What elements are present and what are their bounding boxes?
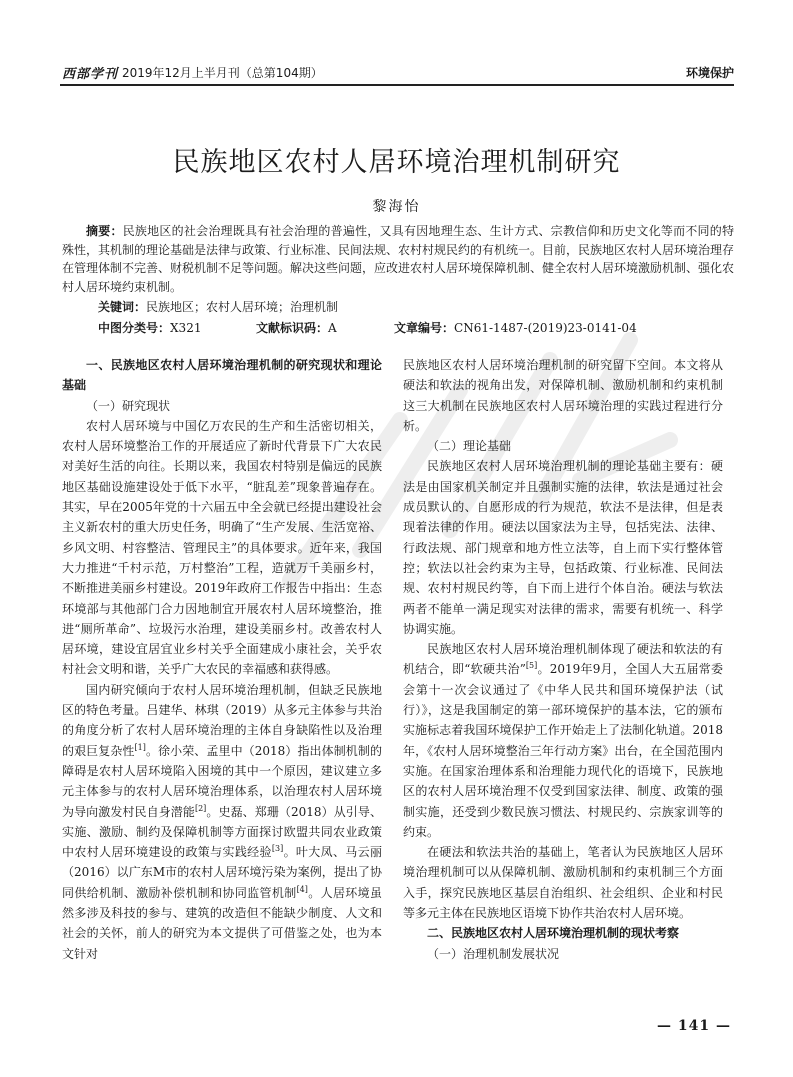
citation-ref: [5] [525, 661, 538, 671]
page-number: — 141 — [657, 1018, 731, 1034]
text-run: 民族地区农村人居环境治理机制体现了硬法和软法的有机结合，即“软硬共治” [403, 642, 723, 677]
citation-ref: [2] [194, 803, 207, 813]
keywords [98, 298, 338, 315]
left-column [62, 355, 382, 964]
doc-code-label: 文献标识码： [256, 321, 329, 335]
article-no-item [394, 319, 637, 336]
paragraph [403, 639, 723, 842]
subsection-heading-2-1: （一）治理机制发展状况 [427, 946, 560, 961]
section-heading-1: 一、民族地区农村人居环境治理机制的研究现状和理论基础 [62, 358, 382, 393]
clc-item [98, 319, 201, 336]
paragraph: 在硬法和软法共治的基础上，笔者认为民族地区人居环境治理机制可以从保障机制、激励机制和约束机制三个方面入手，探究民族地区基层自治组织、社会组织、企业和村民等多元主体在民族地区语境下协作共治农村人居环境。 [403, 845, 723, 921]
article-title: 民族地区农村人居环境治理机制研究 [172, 147, 621, 178]
abstract [62, 222, 734, 296]
citation-ref: [3] [271, 844, 284, 854]
running-header [62, 61, 734, 83]
abstract-text: 民族地区的社会治理既具有社会治理的普遍性，又具有因地理生态、生计方式、宗教信仰和历史文化等而不同的特殊性，其机制的理论基础是法律与政策、行业标准、民间法规、农村村规民约的有机统一。目前，民族地区农村人居环境治理存在管理体制不完善、财税机制不足等问题。解决这些问题，应改进农村人居环境保障机制、健全农村人居环境激励机制、强化农村人居环境约束机制。 [62, 224, 735, 294]
paragraph-continued: 民族地区农村人居环境治理机制的研究留下空间。本文将从硬法和软法的视角出发，对保障机制、激励机制和约束机制这三大机制在民族地区农村人居环境治理的实践过程进行分析。 [403, 358, 723, 433]
issue-info: 2019年12月上半月刊（总第104期） [122, 66, 323, 80]
doc-code-value: A [328, 321, 337, 335]
clc-value: X321 [170, 321, 202, 335]
paragraph: 农村人居环境与中国亿万农民的生产和生活密切相关，农村人居环境整治工作的开展适应了新时代背景下广大农民对美好生活的向往。长期以来，我国农村特别是偏远的民族地区基础设施建设处于低下水平，“脏乱差”现象普遍存在。其实，早在2005年党的十六届五中全会就已经提出建设社会主义新农村的重大历史任务，明确了“生产发展、生活宽裕、乡风文明、村容整洁、管理民主”的具体要求。近年来，我国大力推进“千村示范，万村整治”工程，造就万千美丽乡村，不断推进美丽乡村建设。2019年政府工作报告中指出：生态环境部与其他部门合力因地制宜开展农村人居环境整治，推进“厕所革命”、垃圾污水治理，建设美丽乡村。改善农村人居环境，建设宜居宜业乡村关乎全面建成小康社会，关乎农村社会文明和谐，关乎广大农民的幸福感和获得感。 [62, 418, 382, 677]
citation-ref: [1] [134, 742, 146, 752]
text-run: 。史磊、郑珊（2018）从引导、实施、激励、制约及保障机制等方面探讨欧盟共同农业政策中农村人居环境建设的政策与实践经验 [62, 804, 382, 860]
magazine-name: 西部学刊 [62, 67, 119, 82]
subsection-heading-1-1: （一）研究现状 [86, 398, 171, 413]
citation-ref: [4] [296, 884, 308, 894]
clc-label: 中图分类号： [98, 321, 171, 335]
header-rule [60, 84, 734, 86]
author-name: 黎海怡 [372, 199, 421, 215]
text-run: 。2019年9月，全国人大五届常委会第十一次会议通过了《中华人民共和国环境保护法（试行）》，这是我国制定的第一部环境保护的基本法，它的颁布实施标志着我国环境保护工作开始走上了法制化轨道。2018年，《农村人居环境整治三年行动方案》出台，在全国范围内实施。在国家治理体系和治理能力现代化的语境下，民族地区的农村人居环境治理不仅受到国家法律、制度、政策的强制实施，还受到少数民族习惯法、村规民约、宗族家训等的约束。 [403, 662, 723, 839]
text-run: 。叶大凤、马云丽（2016）以广东M市的农村人居环境污染为案例，提出了协同供给机制、激励补偿机制和协同监管机制 [62, 845, 382, 900]
keywords-label: 关键词： [98, 300, 147, 314]
keywords-text: 民族地区；农村人居环境；治理机制 [146, 300, 339, 314]
doc-code-item [256, 319, 337, 336]
article-no-value: CN61-1487-(2019)23-0141-04 [454, 321, 637, 335]
section-heading-2: 二、民族地区农村人居环境治理机制的现状考察 [427, 926, 680, 941]
text-run: 。人居环境虽然多涉及科技的参与、建筑的改造但不能缺少制度、人文和社会的关怀，前人的研究为本文提供了可借鉴之处，也为本文针对 [62, 885, 382, 961]
abstract-label: 摘要： [86, 224, 123, 238]
right-column [403, 355, 723, 964]
text-run: 国内研究倾向于农村人居环境治理机制，但缺乏民族地区的特色考量。吕建华、林琪（2019）从多元主体参与共治的角度分析了农村人居环境治理的主体自身缺陷性以及治理的艰巨复杂性 [62, 682, 382, 758]
paragraph-literature [62, 680, 382, 964]
paragraph: 民族地区农村人居环境治理机制的理论基础主要有：硬法是由国家机关制定并且强制实施的法律，软法是通过社会成员默认的、自愿形成的行为规范，软法不是法律，但是表现着法律的作用。硬法以国家法为主导，包括宪法、法律、行政法规、部门规章和地方性立法等，自上而下实行整体管控；软法以社会约束为主导，包括政策、行业标准、民间法规、农村村规民约等，自下而上进行个体自治。硬法与软法两者不能单一满足现实对法律的需求，需要有机统一、科学协调实施。 [403, 459, 723, 636]
text-run: 。徐小荣、孟里中（2018）指出体制机制的障碍是农村人居环境陷入困境的其中一个原因，建议建立多元主体参与的农村人居环境治理体系，以治理农村人居环境为导向激发村民自身潜能 [62, 743, 382, 819]
section-name: 环境保护 [685, 66, 734, 80]
article-no-label: 文章编号： [394, 321, 455, 335]
subsection-heading-1-2: （二）理论基础 [427, 439, 512, 454]
